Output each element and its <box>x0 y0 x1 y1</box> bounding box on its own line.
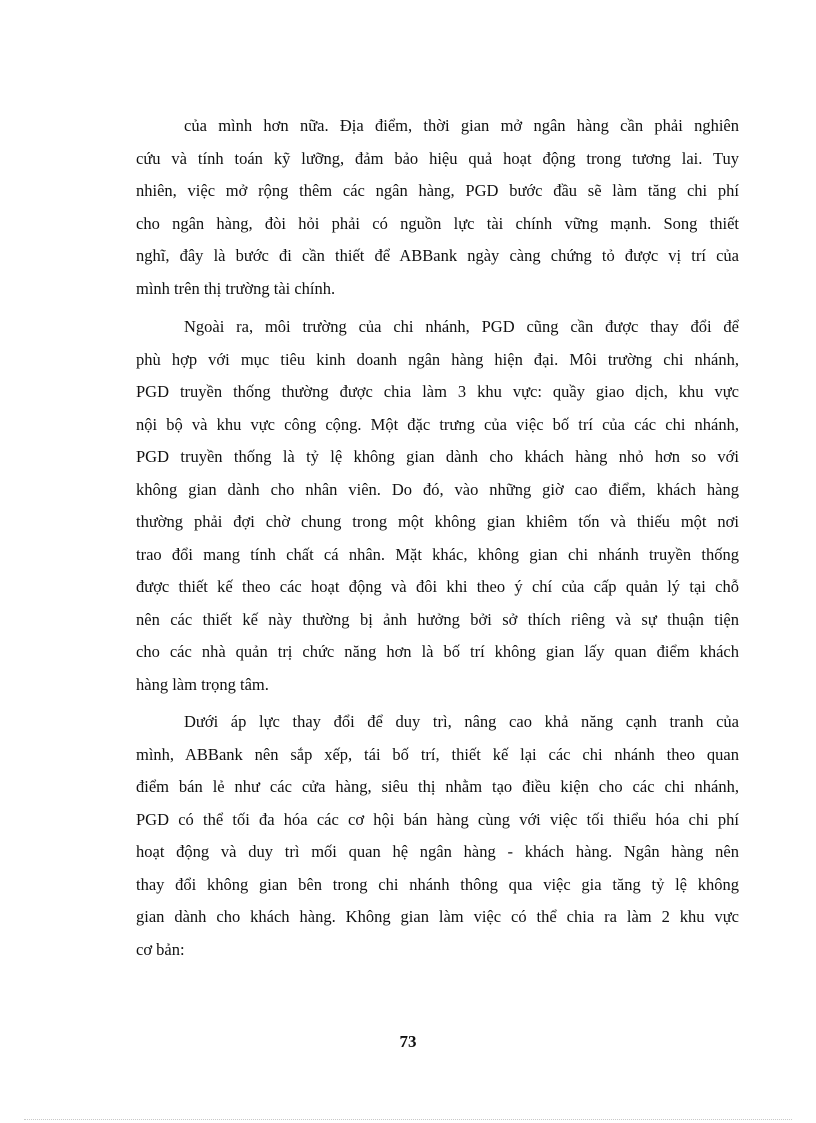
text-line: cơ bản: <box>136 939 185 959</box>
page-bottom-divider <box>24 1119 792 1120</box>
text-line: thay đổi không gian bên trong chi nhánh thông qua việc gia tăng tỷ lệ không <box>136 874 739 894</box>
text-line: điểm bán lẻ như các cửa hàng, siêu thị nhằm tạo điều kiện cho các chi nhánh, <box>136 777 739 796</box>
page-number: 73 <box>399 1032 417 1051</box>
text-line: mình trên thị trường tài chính. <box>136 278 336 298</box>
text-line: cứu và tính toán kỹ lưỡng, đảm bảo hiệu quả hoạt động trong tương lai. Tuy <box>136 148 739 168</box>
text-line: nhiên, việc mở rộng thêm các ngân hàng, PGD bước đầu sẽ làm tăng chi phí <box>136 181 739 200</box>
text-line: hàng làm trọng tâm. <box>136 674 269 694</box>
text-line: của mình hơn nữa. Địa điểm, thời gian mở ngân hàng cần phải nghiên <box>184 116 739 135</box>
text-line: cho các nhà quản trị chức năng hơn là bố trí không gian lấy quan điểm khách <box>136 642 739 661</box>
text-line: Ngoài ra, môi trường của chi nhánh, PGD cũng cần được thay đổi để <box>184 317 739 336</box>
text-line: trao đổi mang tính chất cá nhân. Mặt khác, không gian chi nhánh truyền thống <box>136 544 739 564</box>
text-line: PGD có thể tối đa hóa các cơ hội bán hàng cùng với việc tối thiểu hóa chi phí <box>136 809 739 829</box>
text-line: mình, ABBank nên sắp xếp, tái bố trí, thiết kế lại các chi nhánh theo quan <box>136 744 739 764</box>
paragraph-1 <box>136 110 739 305</box>
text-line: phù hợp với mục tiêu kinh doanh ngân hàng hiện đại. Môi trường chi nhánh, <box>136 349 739 369</box>
text-line: thường phải đợi chờ chung trong một không gian khiêm tốn và thiếu một nơi <box>136 512 739 531</box>
text-line: PGD truyền thống thường được chia làm 3 khu vực: quầy giao dịch, khu vực <box>136 382 739 401</box>
text-line: nên các thiết kế này thường bị ảnh hưởng bởi sở thích riêng và sự thuận tiện <box>136 609 739 629</box>
text-line: nội bộ và khu vực công cộng. Một đặc trưng của việc bố trí của các chi nhánh, <box>136 414 739 434</box>
paragraph-2 <box>136 311 739 701</box>
text-line: Dưới áp lực thay đổi để duy trì, nâng cao khả năng cạnh tranh của <box>184 712 739 731</box>
text-line: PGD truyền thống là tỷ lệ không gian dành cho khách hàng nhỏ hơn so với <box>136 447 739 466</box>
text-line: gian dành cho khách hàng. Không gian làm việc có thể chia ra làm 2 khu vực <box>136 907 739 926</box>
text-line: nghĩ, đây là bước đi cần thiết để ABBank ngày càng chứng tỏ được vị trí của <box>136 246 739 265</box>
text-line: không gian dành cho nhân viên. Do đó, vào những giờ cao điểm, khách hàng <box>136 479 739 499</box>
text-line: được thiết kế theo các hoạt động và đôi khi theo ý chí của cấp quản lý tại chỗ <box>136 577 739 596</box>
text-line: hoạt động và duy trì mối quan hệ ngân hàng - khách hàng. Ngân hàng nên <box>136 842 739 861</box>
text-line: cho ngân hàng, đòi hỏi phải có nguồn lực tài chính vững mạnh. Song thiết <box>136 213 739 233</box>
paragraph-3 <box>136 706 739 966</box>
